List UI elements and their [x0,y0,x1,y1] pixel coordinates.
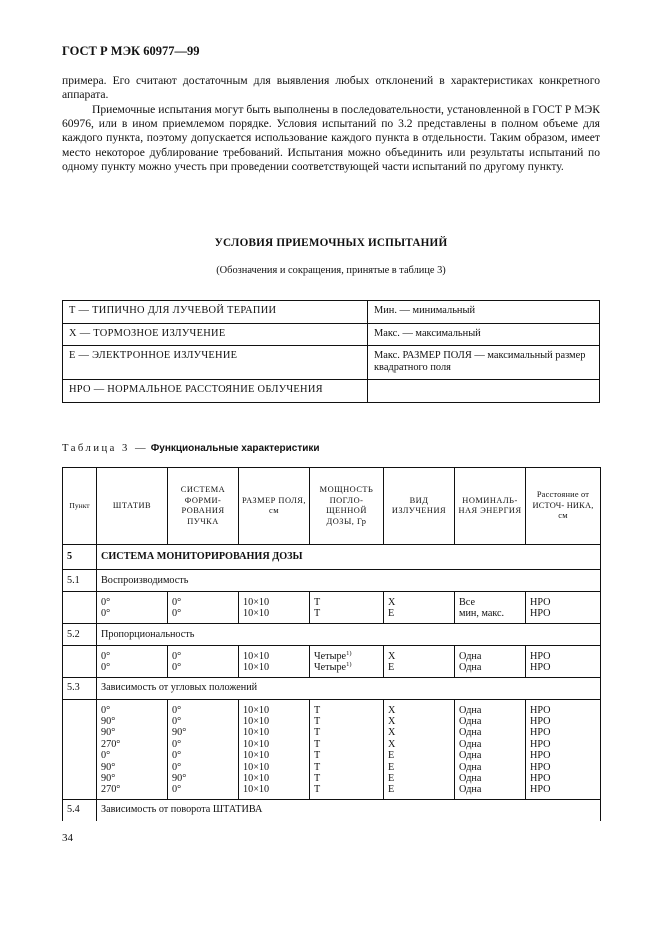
data-row-5-3 [63,699,601,799]
cell-distance: НРО НРО НРО НРО НРО НРО НРО НРО [526,699,601,799]
cell-field: 10×10 10×10 10×10 10×10 10×10 10×10 10×10 10×10 [239,699,310,799]
header-item: Пункт [63,468,97,545]
cell-distance: НРО НРО [526,645,601,677]
cell-dose: Т Т [310,592,384,624]
abbr-left: X — ТОРМОЗНОЕ ИЗЛУЧЕНИЕ [63,324,368,346]
cell-radiation: X Е [384,645,455,677]
intro-paragraph-1: примера. Его считают достаточным для выявления любых отклонений в характеристиках конкретного аппарата. [62,74,600,102]
header-energy: НОМИНАЛЬ- НАЯ ЭНЕРГИЯ [455,468,526,545]
group-label: Воспроизводимость [97,570,601,592]
abbr-row [63,324,600,346]
data-row-5-2 [63,645,601,677]
cell-energy: Все мин, макс. [455,592,526,624]
abbr-right [368,380,600,403]
group-label: Зависимость от угловых положений [97,677,601,699]
intro-paragraph-2: Приемочные испытания могут быть выполнены в последовательности, установленной в ГОСТ Р МЭК 60976, или в ином приемлемом порядке. Условия испытаний по 3.2 представлены в полном объеме для каждого пункта, поэтому допускается использование каждого пункта в отдельности. Таким образом, имеет место некоторое дублирование требований. Испытания можно объединить или результаты испытаний по одному пункту можно учесть при проведении соответствующей части испытаний по другому пункту. [62,103,600,173]
abbr-right: Макс. РАЗМЕР ПОЛЯ — максимальный размер квадратного поля [368,346,600,380]
table-caption-title: Функциональные характеристики [150,443,320,454]
functional-characteristics-table [62,467,601,821]
header-radiation: ВИД ИЗЛУЧЕНИЯ [384,468,455,545]
header-beam: СИСТЕМА ФОРМИ- РОВАНИЯ ПУЧКА [168,468,239,545]
section-subtitle: (Обозначения и сокращения, принятые в таблице 3) [216,265,446,276]
abbr-row [63,380,600,403]
cell-energy: Одна Одна Одна Одна Одна Одна Одна Одна [455,699,526,799]
abbr-row [63,346,600,380]
section-label: СИСТЕМА МОНИТОРИРОВАНИЯ ДОЗЫ [97,545,601,570]
cell-empty [63,592,97,624]
group-num: 5.2 [63,623,97,645]
cell-dose: Четыре$^{1)}$ Четыре$^{1)}$ [310,645,384,677]
group-row-5-3 [63,677,601,699]
cell-energy: Одна Одна [455,645,526,677]
abbreviations-table [62,300,600,403]
document-header: ГОСТ Р МЭК 60977—99 [62,44,200,58]
table-caption [62,443,320,454]
cell-distance: НРО НРО [526,592,601,624]
cell-radiation: X X X X Е Е Е Е [384,699,455,799]
group-label: Зависимость от поворота ШТАТИВА [97,799,601,821]
abbr-right: Макс. — максимальный [368,324,600,346]
footnote-mark: 1) [346,661,352,669]
abbr-left: Е — ЭЛЕКТРОННОЕ ИЗЛУЧЕНИЕ [63,346,368,380]
header-dose: МОЩНОСТЬ ПОГЛО- ЩЕННОЙ ДОЗЫ, Гр [310,468,384,545]
cell-beam: 0° 0° [168,592,239,624]
data-row-5-1 [63,592,601,624]
group-num: 5.4 [63,799,97,821]
section-num: 5 [63,545,97,570]
group-label: Пропорциональность [97,623,601,645]
footnote-mark: 1) [346,649,352,657]
cell-stand: 0° 0° [97,592,168,624]
cell-stand: 0° 0° [97,645,168,677]
abbr-left: Т — ТИПИЧНО ДЛЯ ЛУЧЕВОЙ ТЕРАПИИ [63,301,368,324]
cell-empty [63,699,97,799]
group-num: 5.3 [63,677,97,699]
abbr-row [63,301,600,324]
group-row-5-4 [63,799,601,821]
group-num: 5.1 [63,570,97,592]
cell-field: 10×10 10×10 [239,592,310,624]
section-title: УСЛОВИЯ ПРИЕМОЧНЫХ ИСПЫТАНИЙ [214,237,448,249]
table-caption-prefix: Таблица 3 — [62,443,149,454]
header-field: РАЗМЕР ПОЛЯ, см [239,468,310,545]
cell-dose: Т Т Т Т Т Т Т Т [310,699,384,799]
section-row [63,545,601,570]
header-distance: Расстояние от ИСТОЧ- НИКА, см [526,468,601,545]
group-row-5-2 [63,623,601,645]
cell-field: 10×10 10×10 [239,645,310,677]
cell-beam: 0° 0° 90° 0° 0° 0° 90° 0° [168,699,239,799]
table-header-row [63,468,601,545]
abbr-right: Мин. — минимальный [368,301,600,324]
abbr-left: НРО — НОРМАЛЬНОЕ РАССТОЯНИЕ ОБЛУЧЕНИЯ [63,380,368,403]
cell-stand: 0° 90° 90° 270° 0° 90° 90° 270° [97,699,168,799]
cell-empty [63,645,97,677]
header-stand: ШТАТИВ [97,468,168,545]
page-number: 34 [62,832,73,844]
cell-beam: 0° 0° [168,645,239,677]
cell-radiation: X Е [384,592,455,624]
group-row-5-1 [63,570,601,592]
